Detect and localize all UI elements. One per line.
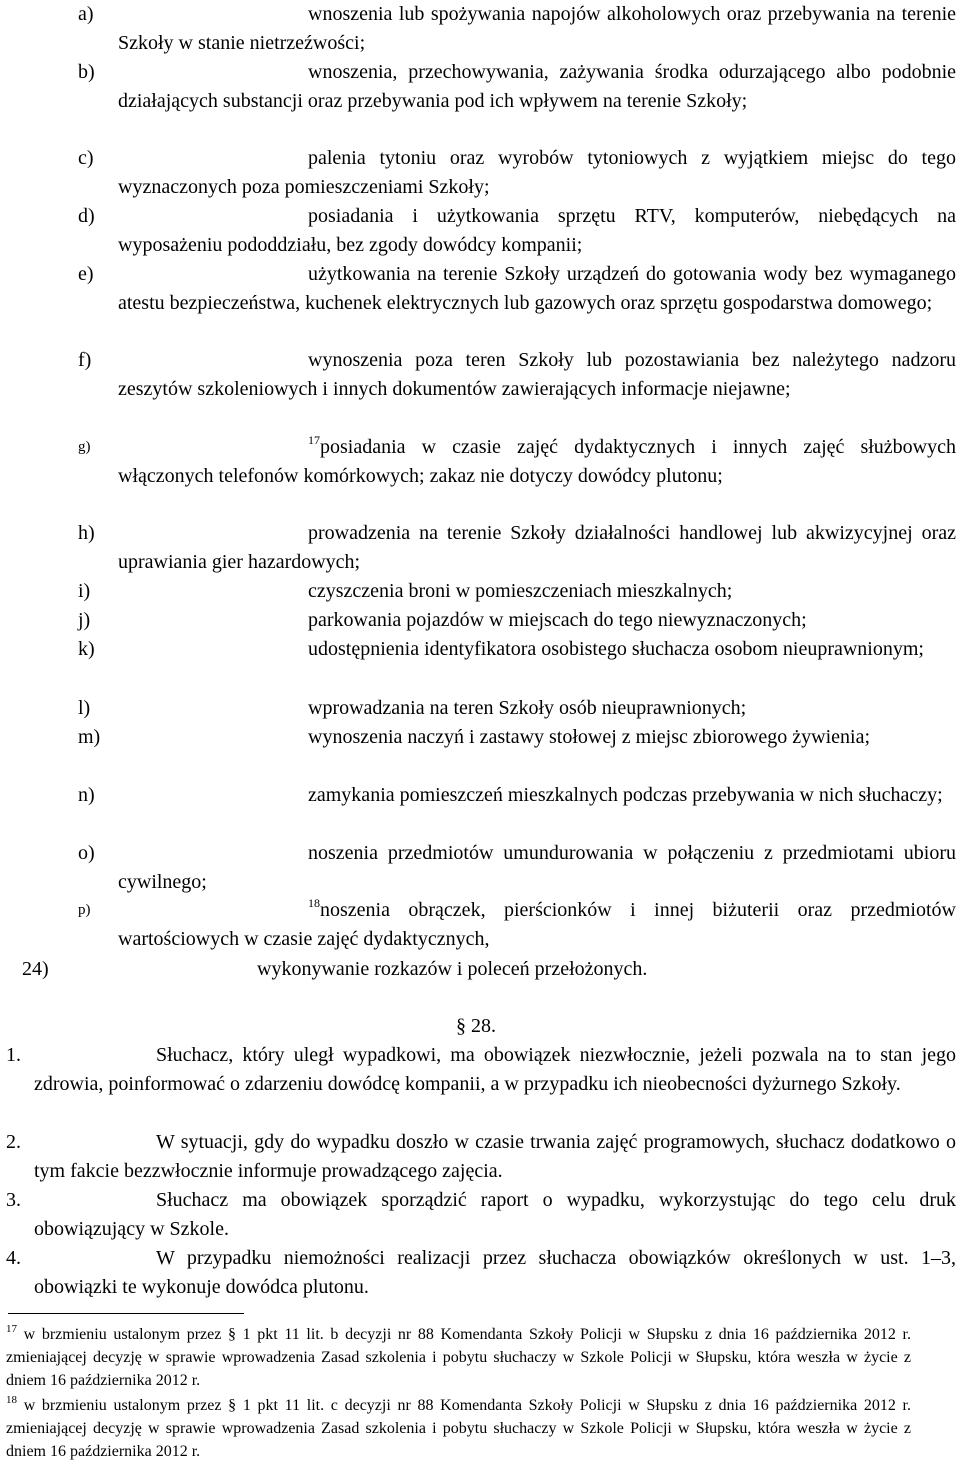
footnote-17 [6,1323,911,1392]
footnote-18 [6,1394,911,1463]
list-item-a [78,0,956,58]
list-item-text: zamykania pomieszczeń mieszkalnych podczas przebywania w nich słuchaczy; [308,784,943,806]
footnote-number: 18 [6,1394,17,1406]
paragraph-number: 4. [6,1247,21,1269]
list-item-d [78,202,956,260]
list-marker: l) [78,697,91,719]
list-item-i [78,577,956,606]
list-item-o [78,839,956,897]
paragraph-number: 2. [6,1131,21,1153]
list-marker: b) [78,61,95,83]
paragraph-3 [6,1186,956,1244]
list-item-text: wnoszenia, przechowywania, zażywania środka odurzającego albo podobnie działających substancji oraz przebywania pod ich wpływem na terenie Szkoły; [118,61,956,112]
list-item-text: wynoszenia poza teren Szkoły lub pozostawiania bez należytego nadzoru zeszytów szkoleniowych i innych dokumentów zawierających informacje niejawne; [118,349,956,400]
list-item-text: parkowania pojazdów w miejscach do tego niewyznaczonych; [308,609,807,631]
list-item-text: wynoszenia naczyń i zastawy stołowej z miejsc zbiorowego żywienia; [308,726,871,748]
list-item-f [78,346,956,404]
paragraph-2 [6,1128,956,1186]
footnote-text: w brzmieniu ustalonym przez § 1 pkt 11 lit. b decyzji nr 88 Komendanta Szkoły Policji w Słupsku z dnia 16 października 2012 r. zmieniającej decyzję w sprawie wprowadzenia Zasad szkolenia i pobytu słuchaczy w Szkole Policji w Słupsku, która weszła w życie z dniem 16 października 2012 r. [6,1326,911,1389]
list-marker: o) [78,842,95,864]
list-marker: e) [78,263,94,285]
list-marker: h) [78,522,95,544]
list-item-text: czyszczenia broni w pomieszczeniach mieszkalnych; [308,580,733,602]
paragraph-4 [6,1244,956,1302]
list-marker: m) [78,726,101,748]
list-item-text: noszenia przedmiotów umundurowania w połączeniu z przedmiotami ubioru cywilnego; [118,842,956,893]
paragraph-number: 1. [6,1044,21,1066]
item-24-number: 24) [22,958,49,980]
paragraph-text: Słuchacz ma obowiązek sporządzić raport o wypadku, wykorzystując do tego celu druk obowiązujący w Szkole. [34,1189,956,1240]
list-item-h [78,519,956,577]
list-marker: i) [78,580,91,602]
list-marker: f) [78,349,92,371]
list-item-n [78,781,956,810]
list-item-text: prowadzenia na terenie Szkoły działalności handlowej lub akwizycyjnej oraz uprawiania gier hazardowych; [118,522,956,573]
footnote-ref[interactable]: 17 [308,433,320,447]
list-item-text: wnoszenia lub spożywania napojów alkoholowych oraz przebywania na terenie Szkoły w stanie nietrzeźwości; [118,3,956,54]
footnote-separator [8,1313,244,1314]
list-item-text: posiadania i użytkowania sprzętu RTV, komputerów, niebędących na wyposażeniu pododdziału, bez zgody dowódcy kompanii; [118,205,956,256]
footnote-ref[interactable]: 18 [308,896,320,910]
footnote-number: 17 [6,1323,17,1335]
list-item-e [78,260,956,318]
list-marker: p) [78,902,91,918]
footnote-text: w brzmieniu ustalonym przez § 1 pkt 11 lit. c decyzji nr 88 Komendanta Szkoły Policji w Słupsku z dnia 16 października 2012 r. zmieniającej decyzję w sprawie wprowadzenia Zasad szkolenia i pobytu słuchaczy w Szkole Policji w Słupsku, która weszła w życie z dniem 16 października 2012 r. [6,1397,911,1460]
paragraph-text: Słuchacz, który uległ wypadkowi, ma obowiązek niezwłocznie, jeżeli pozwala na to stan jego zdrowia, poinformować o zdarzeniu dowódcę kompanii, a w przypadku ich nieobecności dyżurnego Szkoły. [34,1044,956,1095]
list-marker: j) [78,609,91,631]
list-item-text: noszenia obrączek, pierścionków i innej biżuterii oraz przedmiotów wartościowych w czasie zajęć dydaktycznych, [118,899,956,950]
list-marker: d) [78,205,95,227]
list-item-text: posiadania w czasie zajęć dydaktycznych i innych zajęć służbowych włączonych telefonów komórkowych; zakaz nie dotyczy dowódcy plutonu; [118,436,956,487]
list-item-j [78,606,956,635]
list-item-text: palenia tytoniu oraz wyrobów tytoniowych z wyjątkiem miejsc do tego wyznaczonych poza pomieszczeniami Szkoły; [118,147,956,198]
list-item-m [78,723,956,752]
list-item-c [78,144,956,202]
paragraph-1 [6,1041,956,1099]
list-marker: a) [78,3,94,25]
list-item-g [78,433,956,491]
list-item-b [78,58,956,116]
list-item-text: udostępnienia identyfikatora osobistego słuchacza osobom nieuprawnionym; [308,638,924,660]
paragraph-text: W przypadku niemożności realizacji przez słuchacza obowiązków określonych w ust. 1–3, obowiązki te wykonuje dowódca plutonu. [34,1247,956,1298]
paragraph-text: W sytuacji, gdy do wypadku doszło w czasie trwania zajęć programowych, słuchacz dodatkowo o tym fakcie bezzwłocznie informuje prowadzącego zajęcia. [34,1131,956,1182]
list-marker: c) [78,147,94,169]
list-item-l [78,694,956,723]
list-marker: g) [78,439,91,455]
list-marker: n) [78,784,95,806]
list-item-p [78,896,956,954]
list-marker: k) [78,638,95,660]
item-24-text: wykonywanie rozkazów i poleceń przełożonych. [257,958,648,980]
list-item-text: wprowadzania na teren Szkoły osób nieuprawnionych; [308,697,747,719]
section-heading: § 28. [456,1015,496,1037]
list-item-k [78,635,956,664]
paragraph-number: 3. [6,1189,21,1211]
list-item-text: użytkowania na terenie Szkoły urządzeń do gotowania wody bez wymaganego atestu bezpieczeństwa, kuchenek elektrycznych lub gazowych oraz sprzętu gospodarstwa domowego; [118,263,956,314]
